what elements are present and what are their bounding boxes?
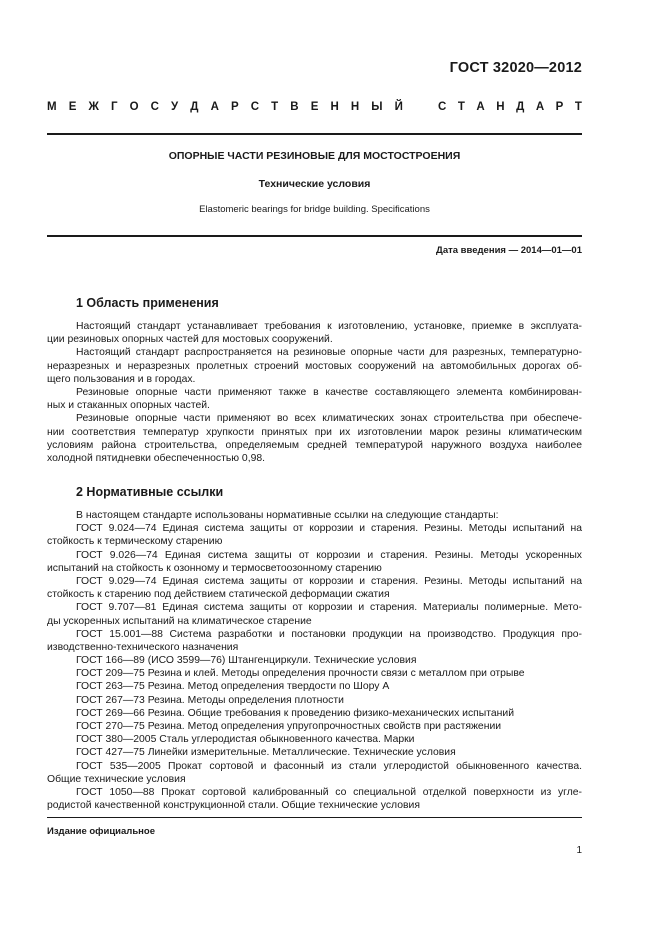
text-line: ГОСТ 267—73 Резина. Методы определения плотности — [76, 694, 344, 706]
section-2-heading: 2 Нормативные ссылки — [76, 485, 224, 499]
banner-letter: Т — [271, 101, 279, 113]
text-line: Настоящий стандарт устанавливает требования к изготовлению, установке, приемке в эксплуата- — [76, 321, 582, 332]
text-line: Общие технические условия — [47, 773, 186, 785]
interstate-standard-banner — [47, 100, 582, 114]
banner-letter: Ы — [371, 101, 383, 113]
banner-letter: У — [171, 101, 179, 113]
text-line: ГОСТ 380—2005 Сталь углеродистая обыкновенного качества. Марки — [76, 734, 415, 746]
english-title: Elastomeric bearings for bridge building. Specifications — [199, 204, 430, 215]
official-edition-label: Издание официальное — [47, 826, 155, 837]
section-1-heading: 1 Область применения — [76, 296, 219, 310]
text-line: ды ускоренных испытаний на климатическое старение — [47, 615, 312, 627]
text-line: щего пользования и в городах. — [47, 373, 196, 385]
text-line: ГОСТ 1050—88 Прокат сортовой калиброванный со специальной отделкой поверхности из угле- — [76, 786, 582, 798]
text-line: Настоящий стандарт распространяется на резиновые опорные части для разрезных, температурно- — [76, 347, 582, 359]
header-divider — [47, 133, 582, 135]
title-divider — [47, 235, 582, 237]
banner-letter: Т — [574, 101, 582, 113]
gost-number: ГОСТ 32020—2012 — [449, 60, 582, 76]
standard-word — [438, 101, 582, 113]
text-line: стойкость к термическому старению — [47, 536, 223, 548]
banner-letter: С — [150, 101, 159, 113]
banner-letter: В — [290, 101, 299, 113]
interstate-word — [47, 101, 403, 113]
text-line: ГОСТ 9.026—74 Единая система защиты от коррозии и старения. Резины. Методы ускоренных — [76, 549, 582, 561]
text-line: ГОСТ 535—2005 Прокат сортовой и фасонный из стали углеродистой обыкновенного качества. — [76, 760, 582, 772]
banner-letter: Р — [555, 101, 564, 113]
page-number: 1 — [576, 845, 582, 856]
banner-letter: Н — [330, 101, 339, 113]
text-line: Резиновые опорные части применяют во всех климатических зонах строительства при обеспече- — [76, 413, 582, 425]
text-line: холодной пятидневки обеспеченностью 0,98. — [47, 452, 266, 464]
text-line: ГОСТ 166—89 (ИСО 3599—76) Штангенциркули. Технические условия — [76, 655, 417, 667]
text-line: испытаний на стойкость к озонному и термосветоозонному старению — [47, 562, 382, 574]
text-line: ГОСТ 15.001—88 Система разработки и постановки продукции на производство. Продукция про- — [76, 628, 582, 640]
banner-letter: А — [210, 101, 219, 113]
document-subtitle: Технические условия — [258, 178, 371, 190]
banner-letter: Р — [230, 101, 239, 113]
banner-letter: Н — [496, 101, 505, 113]
banner-letter: Н — [350, 101, 360, 113]
section-2-body — [47, 509, 582, 812]
text-line: ции резиновых опорных частей для мостовых сооружений. — [47, 334, 333, 346]
text-line: ГОСТ 9.024—74 Единая система защиты от коррозии и старения. Резины. Методы испытаний на — [76, 523, 582, 535]
banner-letter: М — [47, 101, 57, 113]
text-line: ГОСТ 263—75 Резина. Метод определения твердости по Шору А — [76, 681, 390, 693]
banner-letter: С — [250, 101, 260, 113]
text-line: нии соответствия температур хрупкости принятых при их изготовлении марок резины климатическим — [47, 426, 582, 438]
banner-letter: Й — [394, 101, 403, 113]
text-line: ГОСТ 427—75 Линейки измерительные. Металлические. Технические условия — [76, 747, 456, 759]
text-line: ГОСТ 9.029—74 Единая система защиты от коррозии и старения. Резины. Методы испытаний на — [76, 575, 582, 587]
text-line: ГОСТ 270—75 Резина. Метод определения упругопрочностных свойств при растяжении — [76, 721, 502, 732]
banner-letter: Д — [190, 101, 199, 113]
text-line: В настоящем стандарте использованы нормативные ссылки на следующие стандарты: — [76, 510, 499, 521]
text-line: неразрезных и неразрезных пролетных строений мостовых сооружений на автомобильных дорогах об- — [47, 360, 582, 372]
footer-divider — [47, 817, 582, 818]
banner-letter: С — [438, 101, 447, 113]
text-line: условиям района строительства, определяемым средней температурой наружного воздуха наиболее — [47, 439, 582, 451]
text-line: изводственно-технического назначения — [47, 641, 239, 653]
document-title: ОПОРНЫЕ ЧАСТИ РЕЗИНОВЫЕ ДЛЯ МОСТОСТРОЕНИЯ — [168, 150, 461, 162]
text-line: ГОСТ 209—75 Резина и клей. Методы определения прочности связи с металлом при отрыве — [76, 668, 525, 680]
text-line: ГОСТ 269—66 Резина. Общие требования к проведению физико-механических испытаний — [76, 707, 515, 719]
banner-letter: Е — [310, 101, 319, 113]
banner-letter: Е — [68, 101, 77, 113]
banner-letter: Г — [110, 101, 118, 113]
banner-letter: Ж — [88, 101, 99, 113]
text-line: ГОСТ 9.707—81 Единая система защиты от коррозии и старения. Материалы полимерные. Мето- — [76, 602, 582, 614]
banner-letter: Т — [457, 101, 465, 113]
section-1-body — [47, 320, 582, 465]
banner-letter: А — [535, 101, 545, 113]
text-line: стойкость к старению под действием статической деформации сжатия — [47, 589, 390, 601]
text-line: родистой качественной конструкционной стали. Общие технические условия — [47, 800, 420, 812]
text-line: ных и стаканных опорных частей. — [47, 400, 210, 412]
banner-letter: О — [129, 101, 139, 113]
banner-letter: А — [476, 101, 485, 113]
banner-letter: Д — [516, 101, 525, 113]
text-line: Резиновые опорные части применяют также в качестве составляющего элемента комбинирован- — [76, 386, 582, 398]
introduction-date: Дата введения — 2014—01—01 — [436, 245, 582, 256]
